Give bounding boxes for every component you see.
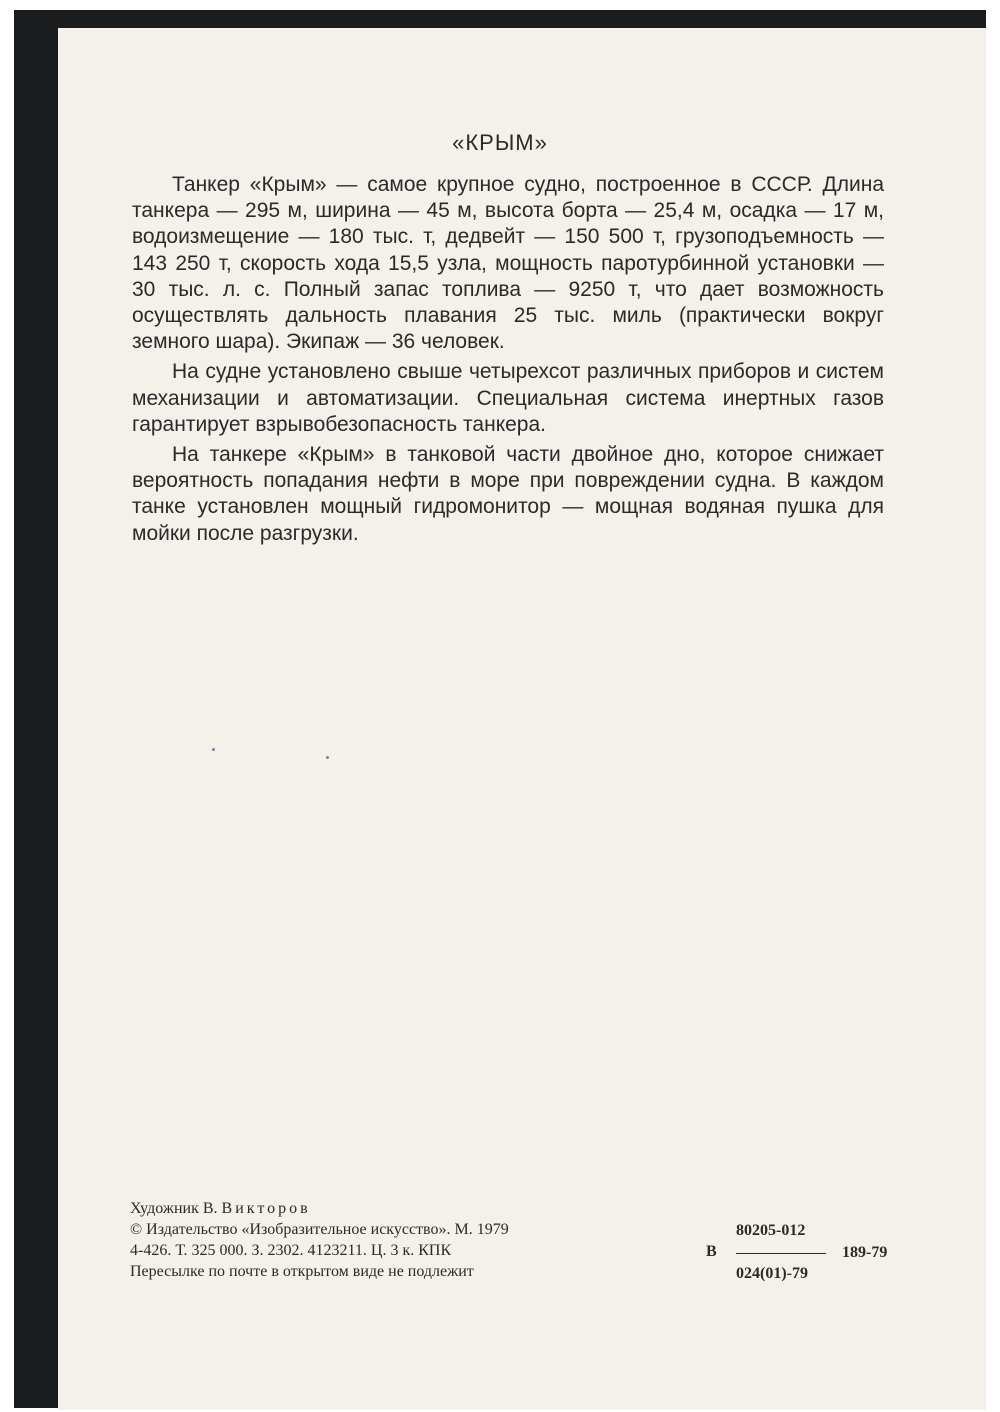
- paragraph-2: На судне установлено свыше четырехсот различных приборов и систем механизации и автоматизации. Специальная система инертных газов гарантирует взрывобезопасность танкера.: [132, 360, 884, 436]
- publisher-line: © Издательство «Изобразительное искусство». М. 1979: [130, 1221, 509, 1238]
- catalog-letter: В: [706, 1243, 717, 1260]
- catalog-fraction-rule: [736, 1253, 826, 1254]
- mailing-note: Пересылке по почте в открытом виде не подлежит: [130, 1263, 474, 1280]
- paragraph-3: На танкере «Крым» в танковой части двойное дно, которое снижает вероятность попадания нефти в море при повреждении судна. В каждом танке установлен мощный гидромонитор — мощная водяная пушка для мойки после разгрузки.: [132, 443, 884, 545]
- catalog-denominator: 024(01)-79: [736, 1265, 808, 1282]
- ink-speck: [326, 756, 329, 759]
- body-text: [132, 172, 884, 551]
- artist-prefix: Художник В.: [130, 1200, 218, 1217]
- ink-speck: [212, 748, 215, 751]
- paragraph-1: Танкер «Крым» — самое крупное судно, построенное в СССР. Длина танкера — 295 м, ширина — 45 м, высота борта — 25,4 м, осадка — 17 м, водоизмещение — 180 тыс. т, дедвейт — 150 500 т, грузоподъемность — 143 250 т, скорость хода 15,5 узла, мощность паротурбинной установки — 30 тыс. л. с. Полный запас топлива — 9250 т, что дает возможность осуществлять дальность плавания 25 тыс. миль (практически вокруг земного шара). Экипаж — 36 человек.: [132, 173, 884, 354]
- print-info-line: 4-426. Т. 325 000. З. 2302. 4123211. Ц. 3 к. КПК: [130, 1242, 452, 1259]
- catalog-suffix: 189-79: [842, 1244, 888, 1261]
- artist-name: Викторов: [221, 1200, 311, 1217]
- page-title: «КРЫМ»: [452, 130, 548, 155]
- artist-credit: [130, 1198, 890, 1219]
- catalog-numerator: 80205-012: [736, 1222, 806, 1239]
